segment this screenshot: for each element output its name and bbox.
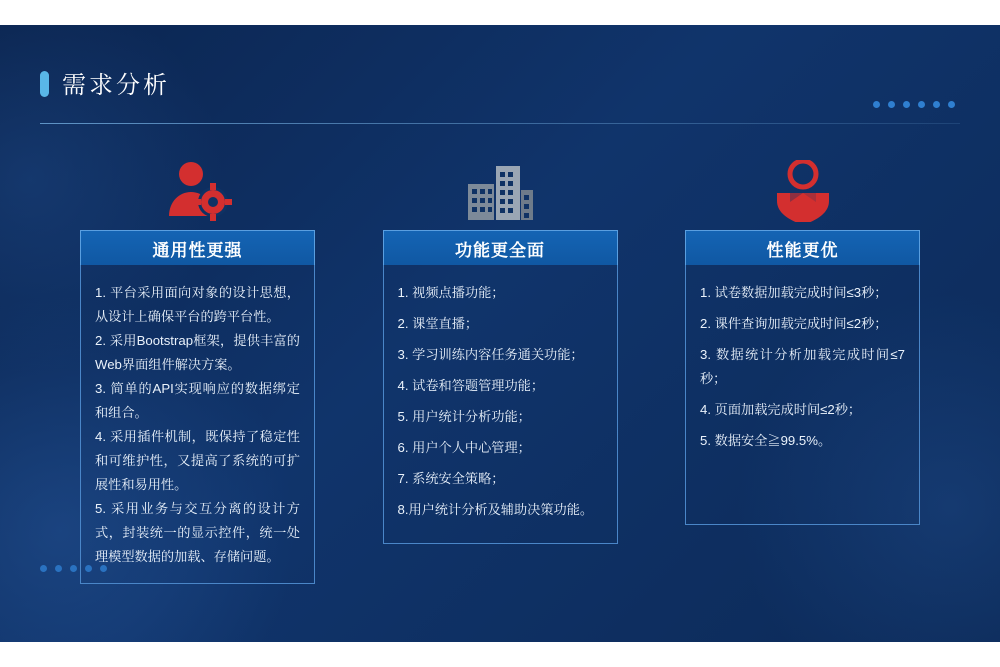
content-columns	[80, 150, 920, 584]
card-line: 2. 课件查询加载完成时间≤2秒；	[700, 316, 888, 332]
person-shield-icon	[685, 150, 920, 222]
column-performance	[685, 150, 920, 584]
card-line: 1. 平台采用面向对象的设计思想，从设计上确保平台的跨平台性。	[95, 285, 300, 325]
dot	[933, 101, 940, 108]
card-line: 3. 简单的API实现响应的数据绑定和组合。	[95, 381, 300, 421]
header-divider	[40, 123, 960, 124]
title-accent-bar	[40, 71, 49, 97]
card-line: 1. 视频点播功能；	[397, 285, 505, 300]
card-line: 6. 用户个人中心管理；	[397, 440, 531, 456]
slide-canvas	[0, 25, 1000, 642]
card-line: 3. 数据统计分析加载完成时间≤7秒；	[700, 347, 905, 387]
card-line: 2. 课堂直播；	[397, 316, 479, 332]
page-title: 需求分析	[62, 72, 170, 99]
card-line: 5. 采用业务与交互分离的设计方式，封装统一的显示控件，统一处理模型数据的加载、存储问题。	[95, 501, 300, 565]
card-line: 1. 试卷数据加载完成时间≤3秒；	[700, 285, 888, 300]
slide-header	[40, 65, 960, 105]
header-dots-decoration	[873, 101, 955, 108]
card-heading: 通用性更强	[80, 230, 315, 265]
card-heading: 功能更全面	[383, 230, 618, 265]
dot	[873, 101, 880, 108]
card-body	[383, 265, 618, 544]
dot	[888, 101, 895, 108]
card-line: 5. 数据安全≧99.5%。	[700, 433, 832, 449]
dot	[70, 565, 77, 572]
card-line: 8.用户统计分析及辅助决策功能。	[397, 502, 594, 518]
dot	[918, 101, 925, 108]
card-line: 5. 用户统计分析功能；	[397, 409, 531, 425]
card-line: 4. 采用插件机制，既保持了稳定性和可维护性，又提高了系统的可扩展性和易用性。	[95, 429, 300, 493]
card-body	[80, 265, 315, 584]
card-heading: 性能更优	[685, 230, 920, 265]
user-gear-icon	[80, 150, 315, 222]
dot	[903, 101, 910, 108]
dot	[85, 565, 92, 572]
dot	[100, 565, 107, 572]
dot	[40, 565, 47, 572]
buildings-icon	[383, 150, 618, 222]
card-line: 3. 学习训练内容任务通关功能；	[397, 347, 584, 363]
dot	[948, 101, 955, 108]
card-line: 7. 系统安全策略；	[397, 471, 505, 487]
card-line: 4. 试卷和答题管理功能；	[397, 378, 545, 394]
footer-dots-decoration	[40, 565, 107, 572]
dot	[55, 565, 62, 572]
column-features	[383, 150, 618, 584]
card-body	[685, 265, 920, 525]
card-line: 2. 采用Bootstrap框架，提供丰富的Web界面组件解决方案。	[95, 333, 300, 373]
card-line: 4. 页面加载完成时间≤2秒；	[700, 402, 862, 418]
column-generality	[80, 150, 315, 584]
